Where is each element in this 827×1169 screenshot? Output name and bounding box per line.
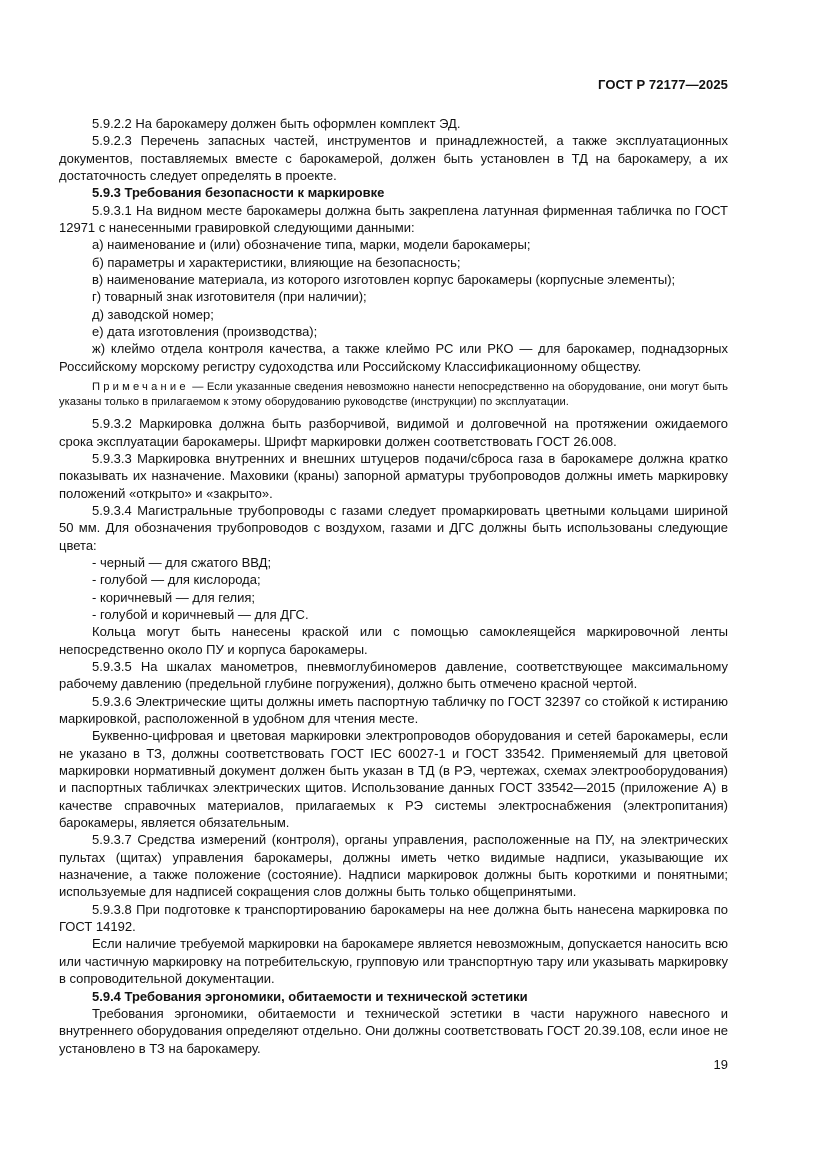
paragraph-5-9-3-5: 5.9.3.5 На шкалах манометров, пневмоглубиномеров давление, соответствующее максимальному рабочему давлению (предельной глубине погружения), должно быть отмечено красной чертой.: [59, 658, 728, 692]
list-item: в) наименование материала, из которого изготовлен корпус барокамеры (корпусные элементы);: [92, 272, 676, 288]
list-item: г) товарный знак изготовителя (при наличии);: [92, 289, 367, 305]
paragraph-5-9-3-8: 5.9.3.8 При подготовке к транспортированию барокамеры на нее должна быть нанесена маркировка по ГОСТ 14192.: [59, 901, 728, 935]
list-item: а) наименование и (или) обозначение типа, марки, модели барокамеры;: [92, 237, 531, 253]
list-item: д) заводской номер;: [92, 306, 214, 322]
document-body: [59, 115, 728, 1057]
paragraph-5-9-2-2: 5.9.2.2 На барокамеру должен быть оформлен комплект ЭД.: [92, 116, 461, 131]
list-item-zh: ж) клеймо отдела контроля качества, а также клеймо РС или РКО — для барокамер, поднадзорных Российскому морскому регистру судоходства или Российскому Классификационному обществу.: [59, 341, 728, 374]
paragraph-5-9-3-6: 5.9.3.6 Электрические щиты должны иметь паспортную табличку по ГОСТ 32397 со стойкой к истиранию маркировкой, расположенной в удобном для чтения месте.: [59, 693, 728, 726]
list-item: е) дата изготовления (производства);: [92, 324, 318, 340]
section-heading-5-9-4: 5.9.4 Требования эргономики, обитаемости и технической эстетики: [92, 988, 528, 1004]
section-heading-5-9-3: 5.9.3 Требования безопасности к маркировке: [92, 185, 385, 201]
paragraph-rings: Кольца могут быть нанесены краской или с помощью самоклеящейся маркировочной ленты непосредственно около ПУ и корпуса барокамеры.: [59, 624, 728, 657]
paragraph-wire-marking: Буквенно-цифровая и цветовая маркировки электропроводов оборудования и сетей барокамеры, если не указано в ТЗ, должны соответствовать ГОСТ IEC 60027-1 и ГОСТ 33542. Применяемый для цветовой маркировки нормативный документ должен быть указан в ТД (в РЭ, чертежах, схемах электрооборудования) и паспортных табличках электрических щитов. Использование данных ГОСТ 33542—2015 (приложение А) в качестве справочных материалов, прилагаемых к РЭ системы электроснабжения (электропитания) барокамеры, является обязательным.: [59, 728, 728, 831]
paragraph-5-9-3-3: 5.9.3.3 Маркировка внутренних и внешних штуцеров подачи/сброса газа в барокамере должна кратко показывать их назначение. Маховики (краны) запорной арматуры трубопроводов должны иметь маркировку положений «открыто» и «закрыто».: [59, 450, 728, 501]
note-label: Примечание: [92, 381, 189, 394]
list-item: - голубой — для кислорода;: [92, 572, 261, 588]
list-item: - голубой и коричневый — для ДГС.: [92, 606, 309, 622]
list-item: - коричневый — для гелия;: [92, 589, 255, 605]
paragraph-5-9-2-3: 5.9.2.3 Перечень запасных частей, инструментов и принадлежностей, а также эксплуатационных документов, поставляемых вместе с барокамерой, должен быть установлен в ТД на барокамеру, а их достаточность следует определять в проекте.: [59, 133, 728, 184]
paragraph-5-9-3-4: 5.9.3.4 Магистральные трубопроводы с газами следует промаркировать цветными кольцами шириной 50 мм. Для обозначения трубопроводов с воздухом, газами и ДГС должны быть использованы следующие цвета:: [59, 502, 728, 553]
paragraph-5-9-3-2: 5.9.3.2 Маркировка должна быть разборчивой, видимой и долговечной на протяжении ожидаемого срока эксплуатации барокамеры. Шрифт маркировки должен соответствовать ГОСТ 26.008.: [59, 416, 728, 449]
list-item: б) параметры и характеристики, влияющие на безопасность;: [92, 254, 461, 270]
paragraph-packaging: Если наличие требуемой маркировки на барокамере является невозможным, допускается наносить всю или частичную маркировку на потребительскую, групповую или транспортную тару или указывать маркировку в сопроводительной документации.: [59, 936, 728, 987]
list-item: - черный — для сжатого ВВД;: [92, 554, 272, 570]
note: [59, 380, 728, 410]
paragraph-5-9-3-1: 5.9.3.1 На видном месте барокамеры должна быть закреплена латунная фирменная табличка по ГОСТ 12971 с нанесенными гравировкой следующими данными:: [59, 202, 728, 236]
note-text: — Если указанные сведения невозможно нанести непосредственно на оборудование, они могут быть указаны только в прилагаемом к этому оборудованию руководстве (инструкции) по эксплуатации.: [59, 381, 728, 409]
paragraph-5-9-3-7: 5.9.3.7 Средства измерений (контроля), органы управления, расположенные на ПУ, на электрических пультах (щитах) управления барокамеры, должны иметь четко видимые надписи, указывающие их назначение, а также положение (состояние). Надписи маркировок должны быть короткими и понятными; используемые для надписей сокращения слов должны быть только общепринятыми.: [59, 832, 728, 900]
document-code-header: ГОСТ Р 72177—2025: [598, 77, 728, 92]
paragraph-ergonomics: Требования эргономики, обитаемости и технической эстетики в части наружного навесного и внутреннего оборудования определяют отдельно. Они должны соответствовать ГОСТ 20.39.108, если иное не установлено в ТЗ на барокамеру.: [59, 1005, 729, 1056]
page-number: 19: [713, 1057, 728, 1072]
